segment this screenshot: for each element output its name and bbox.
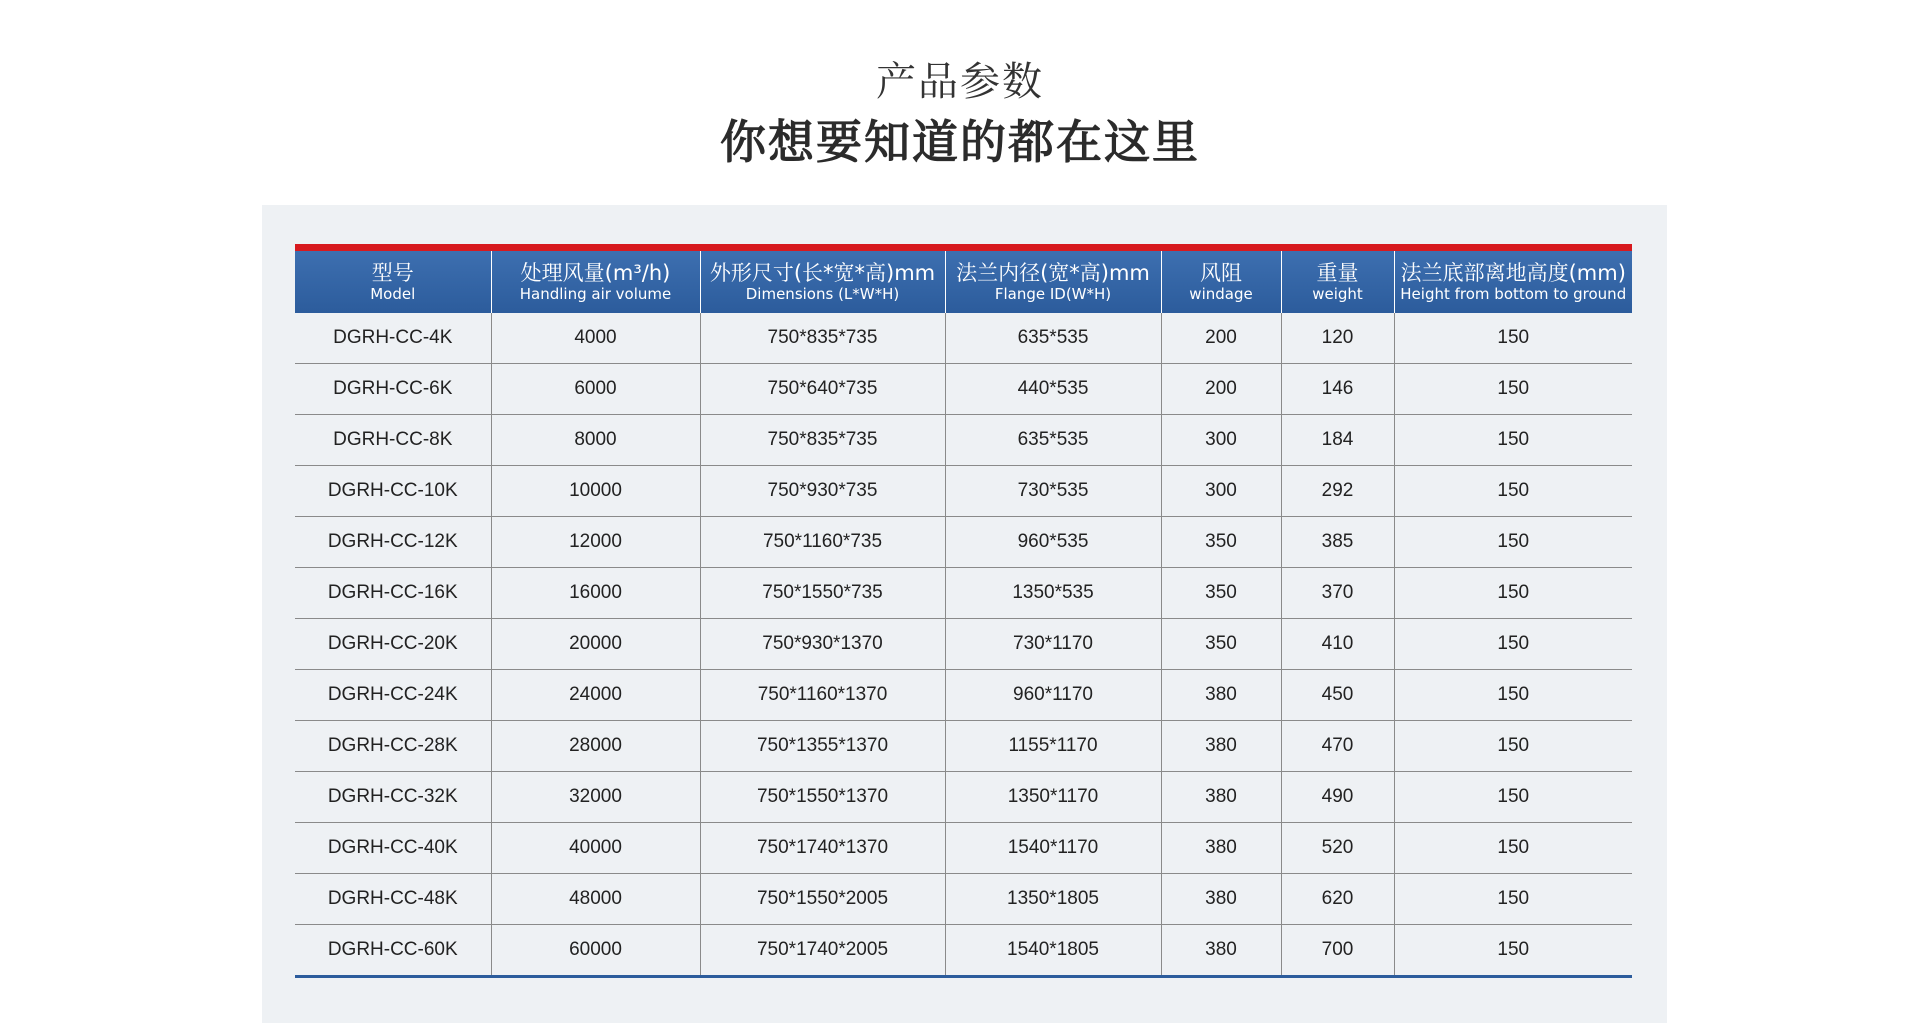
table-cell: 150 (1394, 619, 1632, 670)
table-cell: DGRH-CC-12K (295, 517, 491, 568)
table-cell: 20000 (491, 619, 700, 670)
section-subtitle: 产品参数 (876, 59, 1044, 105)
table-cell: 960*1170 (945, 670, 1161, 721)
table-cell: 750*930*1370 (700, 619, 945, 670)
column-header (1281, 251, 1394, 313)
table-row (295, 619, 1632, 670)
table-row (295, 517, 1632, 568)
table-cell: 8000 (491, 415, 700, 466)
table-row (295, 823, 1632, 874)
table-row (295, 925, 1632, 977)
column-header-cn-label: 外形尺寸(长*宽*高)mm (709, 261, 936, 285)
table-cell: DGRH-CC-48K (295, 874, 491, 925)
table-cell: DGRH-CC-16K (295, 568, 491, 619)
table-cell: 150 (1394, 925, 1632, 977)
table-cell: 1350*535 (945, 568, 1161, 619)
table-header (295, 251, 1632, 313)
table-cell: 200 (1161, 364, 1281, 415)
column-header-cn-label: 型号 (371, 261, 414, 285)
table-cell: 385 (1281, 517, 1394, 568)
table-row (295, 313, 1632, 364)
table-cell: 184 (1281, 415, 1394, 466)
table-cell: DGRH-CC-32K (295, 772, 491, 823)
table-cell: 450 (1281, 670, 1394, 721)
table-cell: 10000 (491, 466, 700, 517)
table-cell: 635*535 (945, 313, 1161, 364)
table-cell: 150 (1394, 517, 1632, 568)
column-header-en-label: Flange ID(W*H) (994, 285, 1112, 303)
table-cell: 750*1550*2005 (700, 874, 945, 925)
table-cell: 380 (1161, 874, 1281, 925)
table-cell: DGRH-CC-20K (295, 619, 491, 670)
column-header (1394, 251, 1632, 313)
table-cell: 1540*1170 (945, 823, 1161, 874)
table-cell: 48000 (491, 874, 700, 925)
column-header (700, 251, 945, 313)
table-cell: 150 (1394, 568, 1632, 619)
table-cell: 750*930*735 (700, 466, 945, 517)
table-cell: DGRH-CC-6K (295, 364, 491, 415)
table-cell: 12000 (491, 517, 700, 568)
column-header (945, 251, 1161, 313)
spec-table-container (295, 244, 1632, 978)
column-header (491, 251, 700, 313)
table-cell: 16000 (491, 568, 700, 619)
table-cell: 380 (1161, 925, 1281, 977)
table-header-row (295, 251, 1632, 313)
table-cell: 730*535 (945, 466, 1161, 517)
table-row (295, 721, 1632, 772)
table-row (295, 568, 1632, 619)
table-cell: 635*535 (945, 415, 1161, 466)
table-cell: 32000 (491, 772, 700, 823)
table-cell: 470 (1281, 721, 1394, 772)
column-header-cn-label: 法兰内径(宽*高)mm (956, 261, 1150, 285)
table-cell: 750*1740*2005 (700, 925, 945, 977)
table-cell: 380 (1161, 721, 1281, 772)
red-accent-bar (295, 244, 1632, 251)
table-cell: 350 (1161, 517, 1281, 568)
column-header-en-label: Handling air volume (519, 285, 672, 303)
table-cell: 750*640*735 (700, 364, 945, 415)
table-row (295, 874, 1632, 925)
table-cell: 1350*1170 (945, 772, 1161, 823)
table-cell: 150 (1394, 466, 1632, 517)
table-cell: 292 (1281, 466, 1394, 517)
table-cell: 380 (1161, 772, 1281, 823)
table-cell: 730*1170 (945, 619, 1161, 670)
table-cell: 750*835*735 (700, 415, 945, 466)
column-header-en-label: Model (370, 285, 416, 303)
column-header (1161, 251, 1281, 313)
table-cell: 380 (1161, 823, 1281, 874)
table-cell: 1350*1805 (945, 874, 1161, 925)
table-cell: 380 (1161, 670, 1281, 721)
table-cell: 24000 (491, 670, 700, 721)
table-cell: 490 (1281, 772, 1394, 823)
table-cell: 620 (1281, 874, 1394, 925)
table-cell: 750*1355*1370 (700, 721, 945, 772)
table-cell: 440*535 (945, 364, 1161, 415)
column-header-en-label: Height from bottom to ground (1400, 285, 1627, 303)
table-cell: 1155*1170 (945, 721, 1161, 772)
table-cell: DGRH-CC-60K (295, 925, 491, 977)
table-row (295, 364, 1632, 415)
table-cell: 750*1160*1370 (700, 670, 945, 721)
table-cell: DGRH-CC-10K (295, 466, 491, 517)
table-cell: 300 (1161, 415, 1281, 466)
table-row (295, 772, 1632, 823)
table-cell: 150 (1394, 364, 1632, 415)
table-row (295, 670, 1632, 721)
table-cell: 750*1160*735 (700, 517, 945, 568)
table-cell: 700 (1281, 925, 1394, 977)
table-cell: 150 (1394, 772, 1632, 823)
table-cell: 120 (1281, 313, 1394, 364)
table-cell: 410 (1281, 619, 1394, 670)
table-cell: 200 (1161, 313, 1281, 364)
table-cell: 150 (1394, 670, 1632, 721)
column-header-en-label: Dimensions (L*W*H) (745, 285, 900, 303)
section-title: 你想要知道的都在这里 (720, 115, 1200, 169)
column-header-cn-label: 重量 (1316, 261, 1359, 285)
table-row (295, 466, 1632, 517)
table-cell: 350 (1161, 568, 1281, 619)
table-cell: 150 (1394, 415, 1632, 466)
table-cell: DGRH-CC-24K (295, 670, 491, 721)
table-cell: 750*835*735 (700, 313, 945, 364)
table-cell: 1540*1805 (945, 925, 1161, 977)
table-cell: DGRH-CC-4K (295, 313, 491, 364)
table-body (295, 313, 1632, 977)
table-cell: 150 (1394, 874, 1632, 925)
column-header-cn-label: 处理风量(m³/h) (520, 261, 671, 285)
column-header-en-label: weight (1312, 285, 1363, 303)
product-spec-table (295, 251, 1632, 978)
table-cell: DGRH-CC-8K (295, 415, 491, 466)
table-cell: 40000 (491, 823, 700, 874)
table-cell: 150 (1394, 313, 1632, 364)
column-header-cn-label: 风阻 (1200, 261, 1242, 285)
column-header-en-label: windage (1189, 285, 1253, 303)
table-cell: 350 (1161, 619, 1281, 670)
table-cell: 150 (1394, 823, 1632, 874)
table-cell: 150 (1394, 721, 1632, 772)
table-cell: 750*1550*1370 (700, 772, 945, 823)
table-row (295, 415, 1632, 466)
table-cell: 28000 (491, 721, 700, 772)
table-cell: 4000 (491, 313, 700, 364)
column-header-cn-label: 法兰底部离地高度(mm) (1400, 261, 1626, 285)
table-cell: DGRH-CC-28K (295, 721, 491, 772)
table-cell: 520 (1281, 823, 1394, 874)
table-cell: 300 (1161, 466, 1281, 517)
table-cell: 146 (1281, 364, 1394, 415)
table-cell: 6000 (491, 364, 700, 415)
table-cell: 750*1550*735 (700, 568, 945, 619)
table-cell: 750*1740*1370 (700, 823, 945, 874)
table-cell: DGRH-CC-40K (295, 823, 491, 874)
table-cell: 960*535 (945, 517, 1161, 568)
table-cell: 60000 (491, 925, 700, 977)
table-cell: 370 (1281, 568, 1394, 619)
column-header (295, 251, 491, 313)
